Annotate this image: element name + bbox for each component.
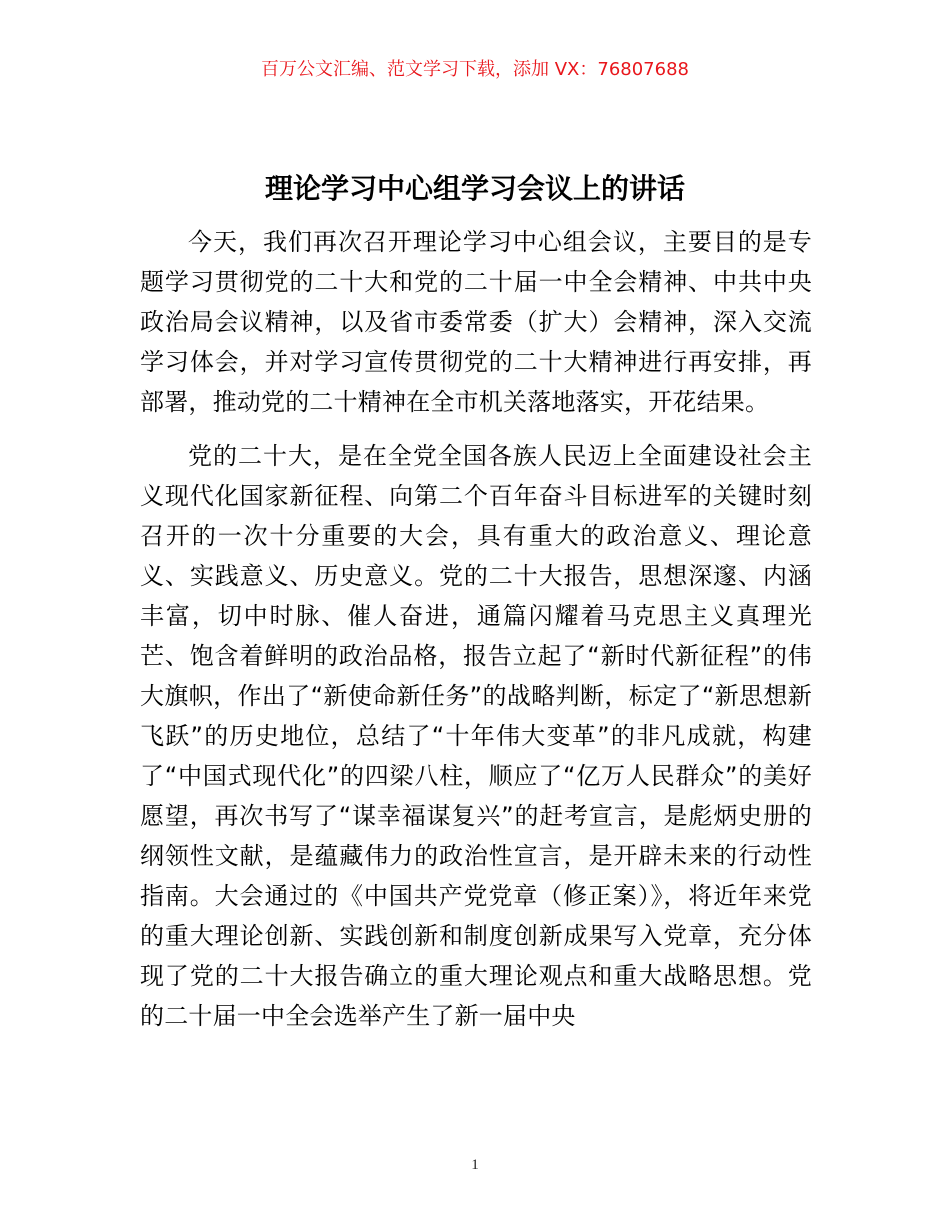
paragraph-1: 今天，我们再次召开理论学习中心组会议，主要目的是专题学习贯彻党的二十大和党的二十届一中全会精神、中共中央政治局会议精神，以及省市委常委（扩大）会精神，深入交流学习体会，并对学习宣传贯彻党的二十大精神进行再安排，再部署，推动党的二十精神在全市机关落地落实，开花结果。 xyxy=(140,228,812,416)
paragraph-2: 党的二十大，是在全党全国各族人民迈上全面建设社会主义现代化国家新征程、向第二个百年奋斗目标进军的关键时刻召开的一次十分重要的大会，具有重大的政治意义、理论意义、实践意义、历史意义。党的二十大报告，思想深邃、内涵丰富，切中时脉、催人奋进，通篇闪耀着马克思主义真理光芒、饱含着鲜明的政治品格，报告立起了“新时代新征程”的伟大旗帜，作出了“新使命新任务”的战略判断，标定了“新思想新飞跃”的历史地位，总结了“十年伟大变革”的非凡成就，构建了“中国式现代化”的四梁八柱，顺应了“亿万人民群众”的美好愿望，再次书写了“谋幸福谋复兴”的赶考宣言，是彪炳史册的纲领性文献，是蕴藏伟力的政治性宣言，是开辟未来的行动性指南。大会通过的《中国共产党党章（修正案）》，将近年来党的重大理论创新、实践创新和制度创新成果写入党章，充分体现了党的二十大报告确立的重大理论观点和重大战略思想。党的二十届一中全会选举产生了新一届中央 xyxy=(140,442,812,1030)
document-body xyxy=(140,222,812,1050)
page-number: 1 xyxy=(471,1157,479,1173)
document-title: 理论学习中心组学习会议上的讲话 xyxy=(264,172,685,205)
header-watermark: 百万公文汇编、范文学习下载，添加 VX：76807688 xyxy=(261,59,689,80)
